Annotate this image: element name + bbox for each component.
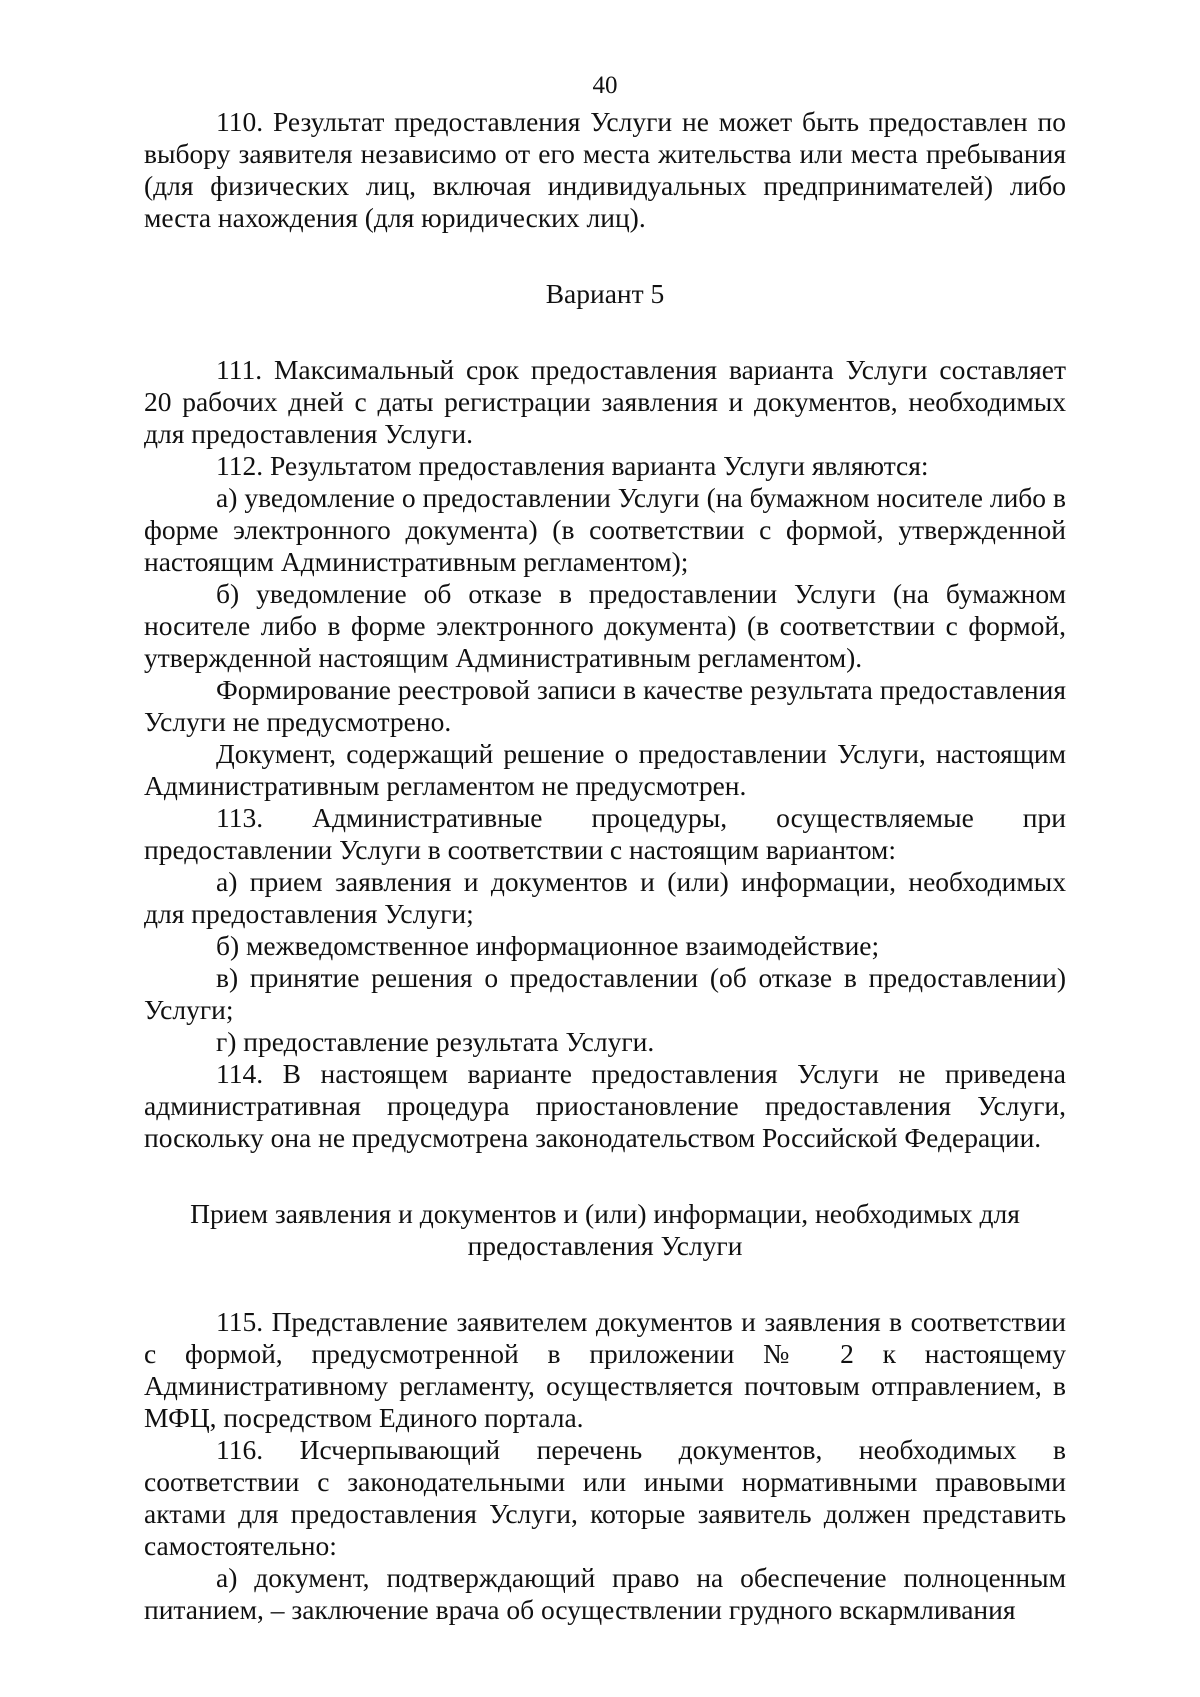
paragraph-114: 114. В настоящем варианте предоставления Услуги не приведена административная процедура приостановление предоставления Услуги, поскольку она не предусмотрена законодательством Российской Федерации.	[144, 1058, 1066, 1153]
section-heading-application-intake	[144, 1198, 1066, 1262]
section-heading-line-1: Прием заявления и документов и (или) информации, необходимых для	[190, 1198, 1020, 1229]
paragraph-116: 116. Исчерпывающий перечень документов, необходимых в соответствии с законодательными или иными нормативными правовыми актами для предоставления Услуги, которые заявитель должен представить самостоятельно:	[144, 1434, 1066, 1561]
section-heading-line-2: предоставления Услуги	[467, 1230, 743, 1261]
paragraph-115: 115. Представление заявителем документов и заявления в соответствии с формой, предусмотренной в приложении № 2 к настоящему Административному регламенту, осуществляется почтовым отправлением, в МФЦ, посредством Единого портала.	[144, 1306, 1066, 1433]
paragraph-112-a: а) уведомление о предоставлении Услуги (на бумажном носителе либо в форме электронного документа) (в соответствии с формой, утвержденной настоящим Административным регламентом);	[144, 482, 1066, 577]
section-heading-variant-5: Вариант 5	[545, 278, 665, 309]
paragraph-registry-record: Формирование реестровой записи в качестве результата предоставления Услуги не предусмотрено.	[144, 674, 1066, 737]
paragraph-112: 112. Результатом предоставления варианта Услуги являются:	[216, 450, 929, 481]
paragraph-110: 110. Результат предоставления Услуги не может быть предоставлен по выбору заявителя независимо от его места жительства или места пребывания (для физических лиц, включая индивидуальных предпринимателей) либо места нахождения (для юридических лиц).	[144, 106, 1066, 233]
paragraph-113-b: б) межведомственное информационное взаимодействие;	[216, 930, 880, 961]
paragraph-113: 113. Административные процедуры, осуществляемые при предоставлении Услуги в соответствии с настоящим вариантом:	[144, 802, 1066, 865]
paragraph-111: 111. Максимальный срок предоставления варианта Услуги составляет 20 рабочих дней с даты регистрации заявления и документов, необходимых для предоставления Услуги.	[144, 354, 1066, 449]
paragraph-113-v: в) принятие решения о предоставлении (об отказе в предоставлении) Услуги;	[144, 962, 1066, 1025]
paragraph-112-b: б) уведомление об отказе в предоставлении Услуги (на бумажном носителе либо в форме электронного документа) (в соответствии с формой, утвержденной настоящим Административным регламентом).	[144, 578, 1066, 673]
paragraph-113-a: а) прием заявления и документов и (или) информации, необходимых для предоставления Услуги;	[144, 866, 1066, 929]
paragraph-decision-document: Документ, содержащий решение о предоставлении Услуги, настоящим Административным регламентом не предусмотрен.	[144, 738, 1066, 801]
paragraph-116-a: а) документ, подтверждающий право на обеспечение полноценным питанием, – заключение врача об осуществлении грудного вскармливания	[144, 1562, 1066, 1625]
page-number: 40	[592, 72, 618, 99]
paragraph-113-g: г) предоставление результата Услуги.	[216, 1026, 655, 1057]
